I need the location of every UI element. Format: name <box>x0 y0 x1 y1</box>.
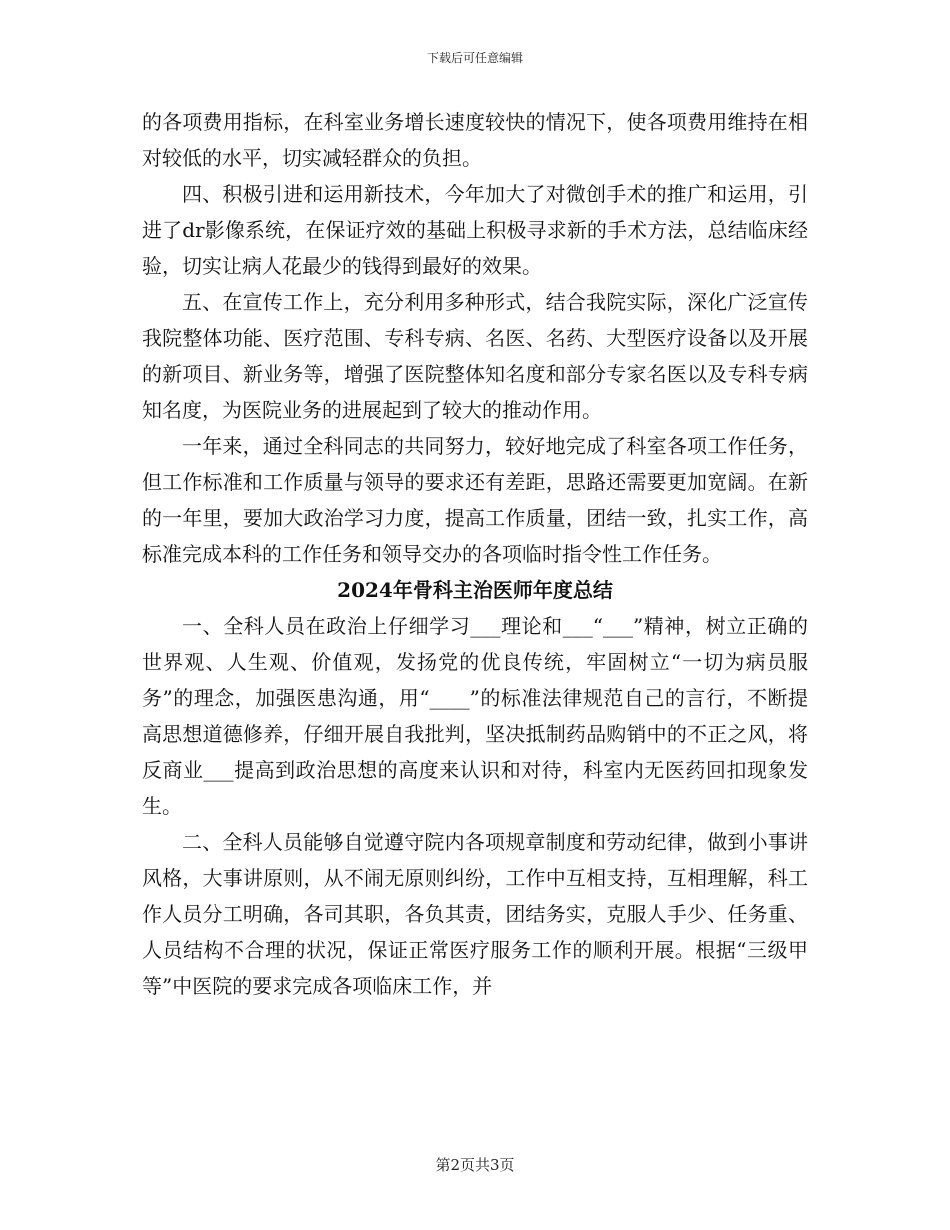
paragraph-continuation: 的各项费用指标，在科室业务增长速度较快的情况下，使各项费用维持在相对较低的水平，切实减轻群众的负担。 <box>142 110 808 170</box>
paragraph-new-technology: 四、积极引进和运用新技术，今年加大了对微创手术的推广和运用，引进了dr影像系统，在保证疗效的基础上积极寻求新的手术方法，总结临床经验，切实让病人花最少的钱得到最好的效果。 <box>142 182 808 278</box>
page-footer: 第2页共3页 <box>435 1156 515 1174</box>
page-header: 下载后可任意编辑 <box>426 51 523 65</box>
document-body <box>142 104 808 1004</box>
paragraph-publicity: 五、在宣传工作上，充分利用多种形式，结合我院实际，深化广泛宣传我院整体功能、医疗范围、专科专病、名医、名药、大型医疗设备以及开展的新项目、新业务等，增强了医院整体知名度和部分专家名医以及专科专病知名度，为医院业务的进展起到了较大的推动作用。 <box>142 290 808 422</box>
document-title: 2024年骨科主治医师年度总结 <box>337 578 613 602</box>
paragraph-political-study: 一、全科人员在政治上仔细学习___理论和___“___”精神，树立正确的世界观、人生观、价值观，发扬党的优良传统，牢固树立“一切为病员服务”的理念，加强医患沟通，用“____”的标准法律规范自己的言行，不断提高思想道德修养，仔细开展自我批判，坚决抵制药品购销中的不正之风，将反商业___提高到政治思想的高度来认识和对待，科室内无医药回扣现象发生。 <box>142 614 808 818</box>
paragraph-discipline: 二、全科人员能够自觉遵守院内各项规章制度和劳动纪律，做到小事讲风格，大事讲原则，从不闹无原则纠纷，工作中互相支持，互相理解，科工作人员分工明确，各司其职，各负其责，团结务实，克服人手少、任务重、人员结构不合理的状况，保证正常医疗服务工作的顺利开展。根据“三级甲等”中医院的要求完成各项临床工作，并 <box>142 830 808 998</box>
paragraph-year-summary: 一年来，通过全科同志的共同努力，较好地完成了科室各项工作任务，但工作标准和工作质量与领导的要求还有差距，思路还需要更加宽阔。在新的一年里，要加大政治学习力度，提高工作质量，团结一致，扎实工作，高标准完成本科的工作任务和领导交办的各项临时指令性工作任务。 <box>142 434 808 566</box>
